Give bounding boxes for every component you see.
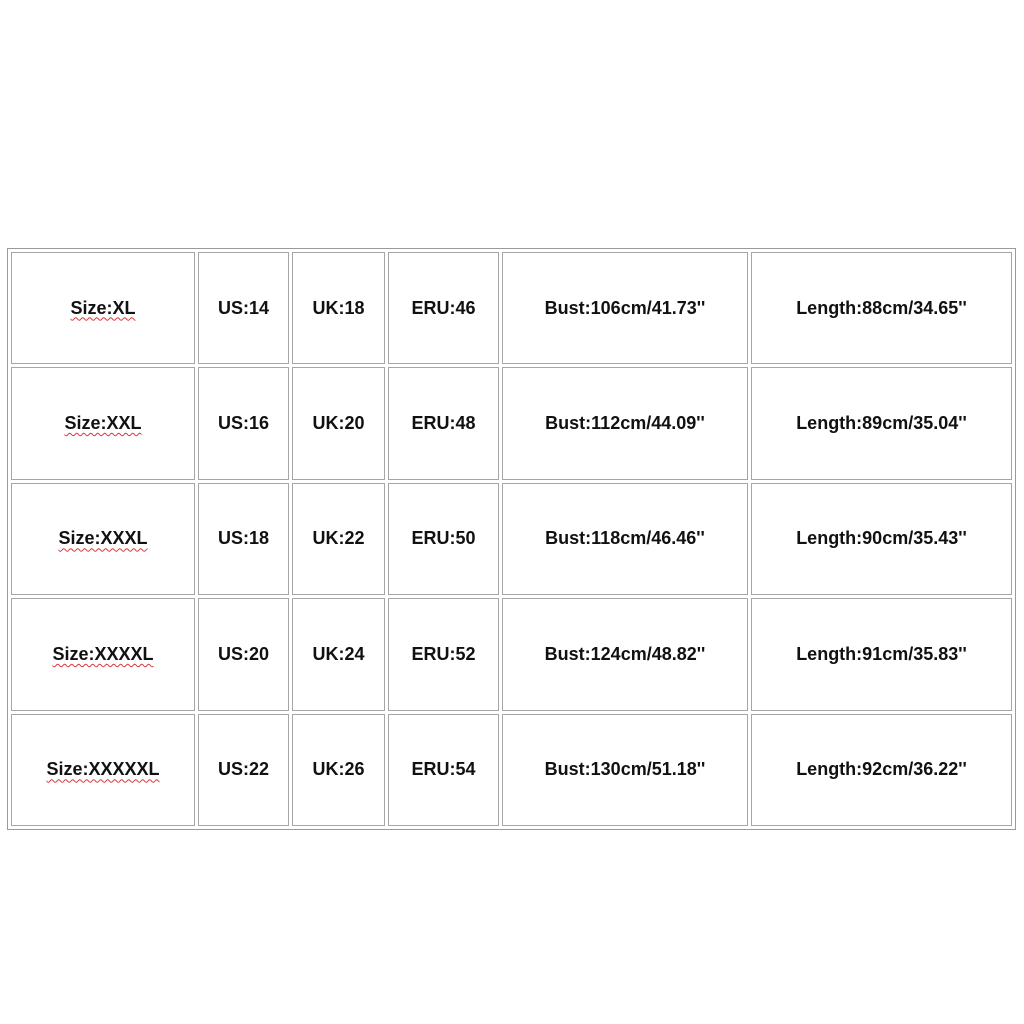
us-size-cell: US:20 (198, 598, 289, 710)
size-label: Size:XXL (64, 413, 142, 434)
uk-size-cell: UK:24 (292, 598, 385, 710)
uk-size-cell: UK:26 (292, 714, 385, 826)
bust-cell: Bust:112cm/44.09'' (502, 367, 748, 479)
size-cell (11, 252, 195, 364)
bust-cell: Bust:118cm/46.46'' (502, 483, 748, 595)
length-cell: Length:89cm/35.04'' (751, 367, 1012, 479)
uk-size-cell: UK:22 (292, 483, 385, 595)
size-cell (11, 483, 195, 595)
table-row (11, 598, 1012, 710)
bust-cell: Bust:106cm/41.73'' (502, 252, 748, 364)
length-cell: Length:88cm/34.65'' (751, 252, 1012, 364)
us-size-cell: US:14 (198, 252, 289, 364)
eru-size-cell: ERU:48 (388, 367, 499, 479)
size-cell (11, 367, 195, 479)
size-label: Size:XL (70, 297, 136, 318)
bust-cell: Bust:124cm/48.82'' (502, 598, 748, 710)
us-size-cell: US:16 (198, 367, 289, 479)
eru-size-cell: ERU:50 (388, 483, 499, 595)
size-cell (11, 598, 195, 710)
size-label: Size:XXXL (58, 528, 148, 549)
size-chart-table (7, 248, 1016, 830)
table-row (11, 714, 1012, 826)
bust-cell: Bust:130cm/51.18'' (502, 714, 748, 826)
length-cell: Length:90cm/35.43'' (751, 483, 1012, 595)
size-cell (11, 714, 195, 826)
uk-size-cell: UK:20 (292, 367, 385, 479)
length-cell: Length:92cm/36.22'' (751, 714, 1012, 826)
eru-size-cell: ERU:46 (388, 252, 499, 364)
table-row (11, 252, 1012, 364)
table-row (11, 367, 1012, 479)
size-label: Size:XXXXL (52, 643, 154, 664)
us-size-cell: US:22 (198, 714, 289, 826)
size-label: Size:XXXXXL (46, 759, 160, 780)
eru-size-cell: ERU:52 (388, 598, 499, 710)
table-row (11, 483, 1012, 595)
us-size-cell: US:18 (198, 483, 289, 595)
uk-size-cell: UK:18 (292, 252, 385, 364)
length-cell: Length:91cm/35.83'' (751, 598, 1012, 710)
eru-size-cell: ERU:54 (388, 714, 499, 826)
